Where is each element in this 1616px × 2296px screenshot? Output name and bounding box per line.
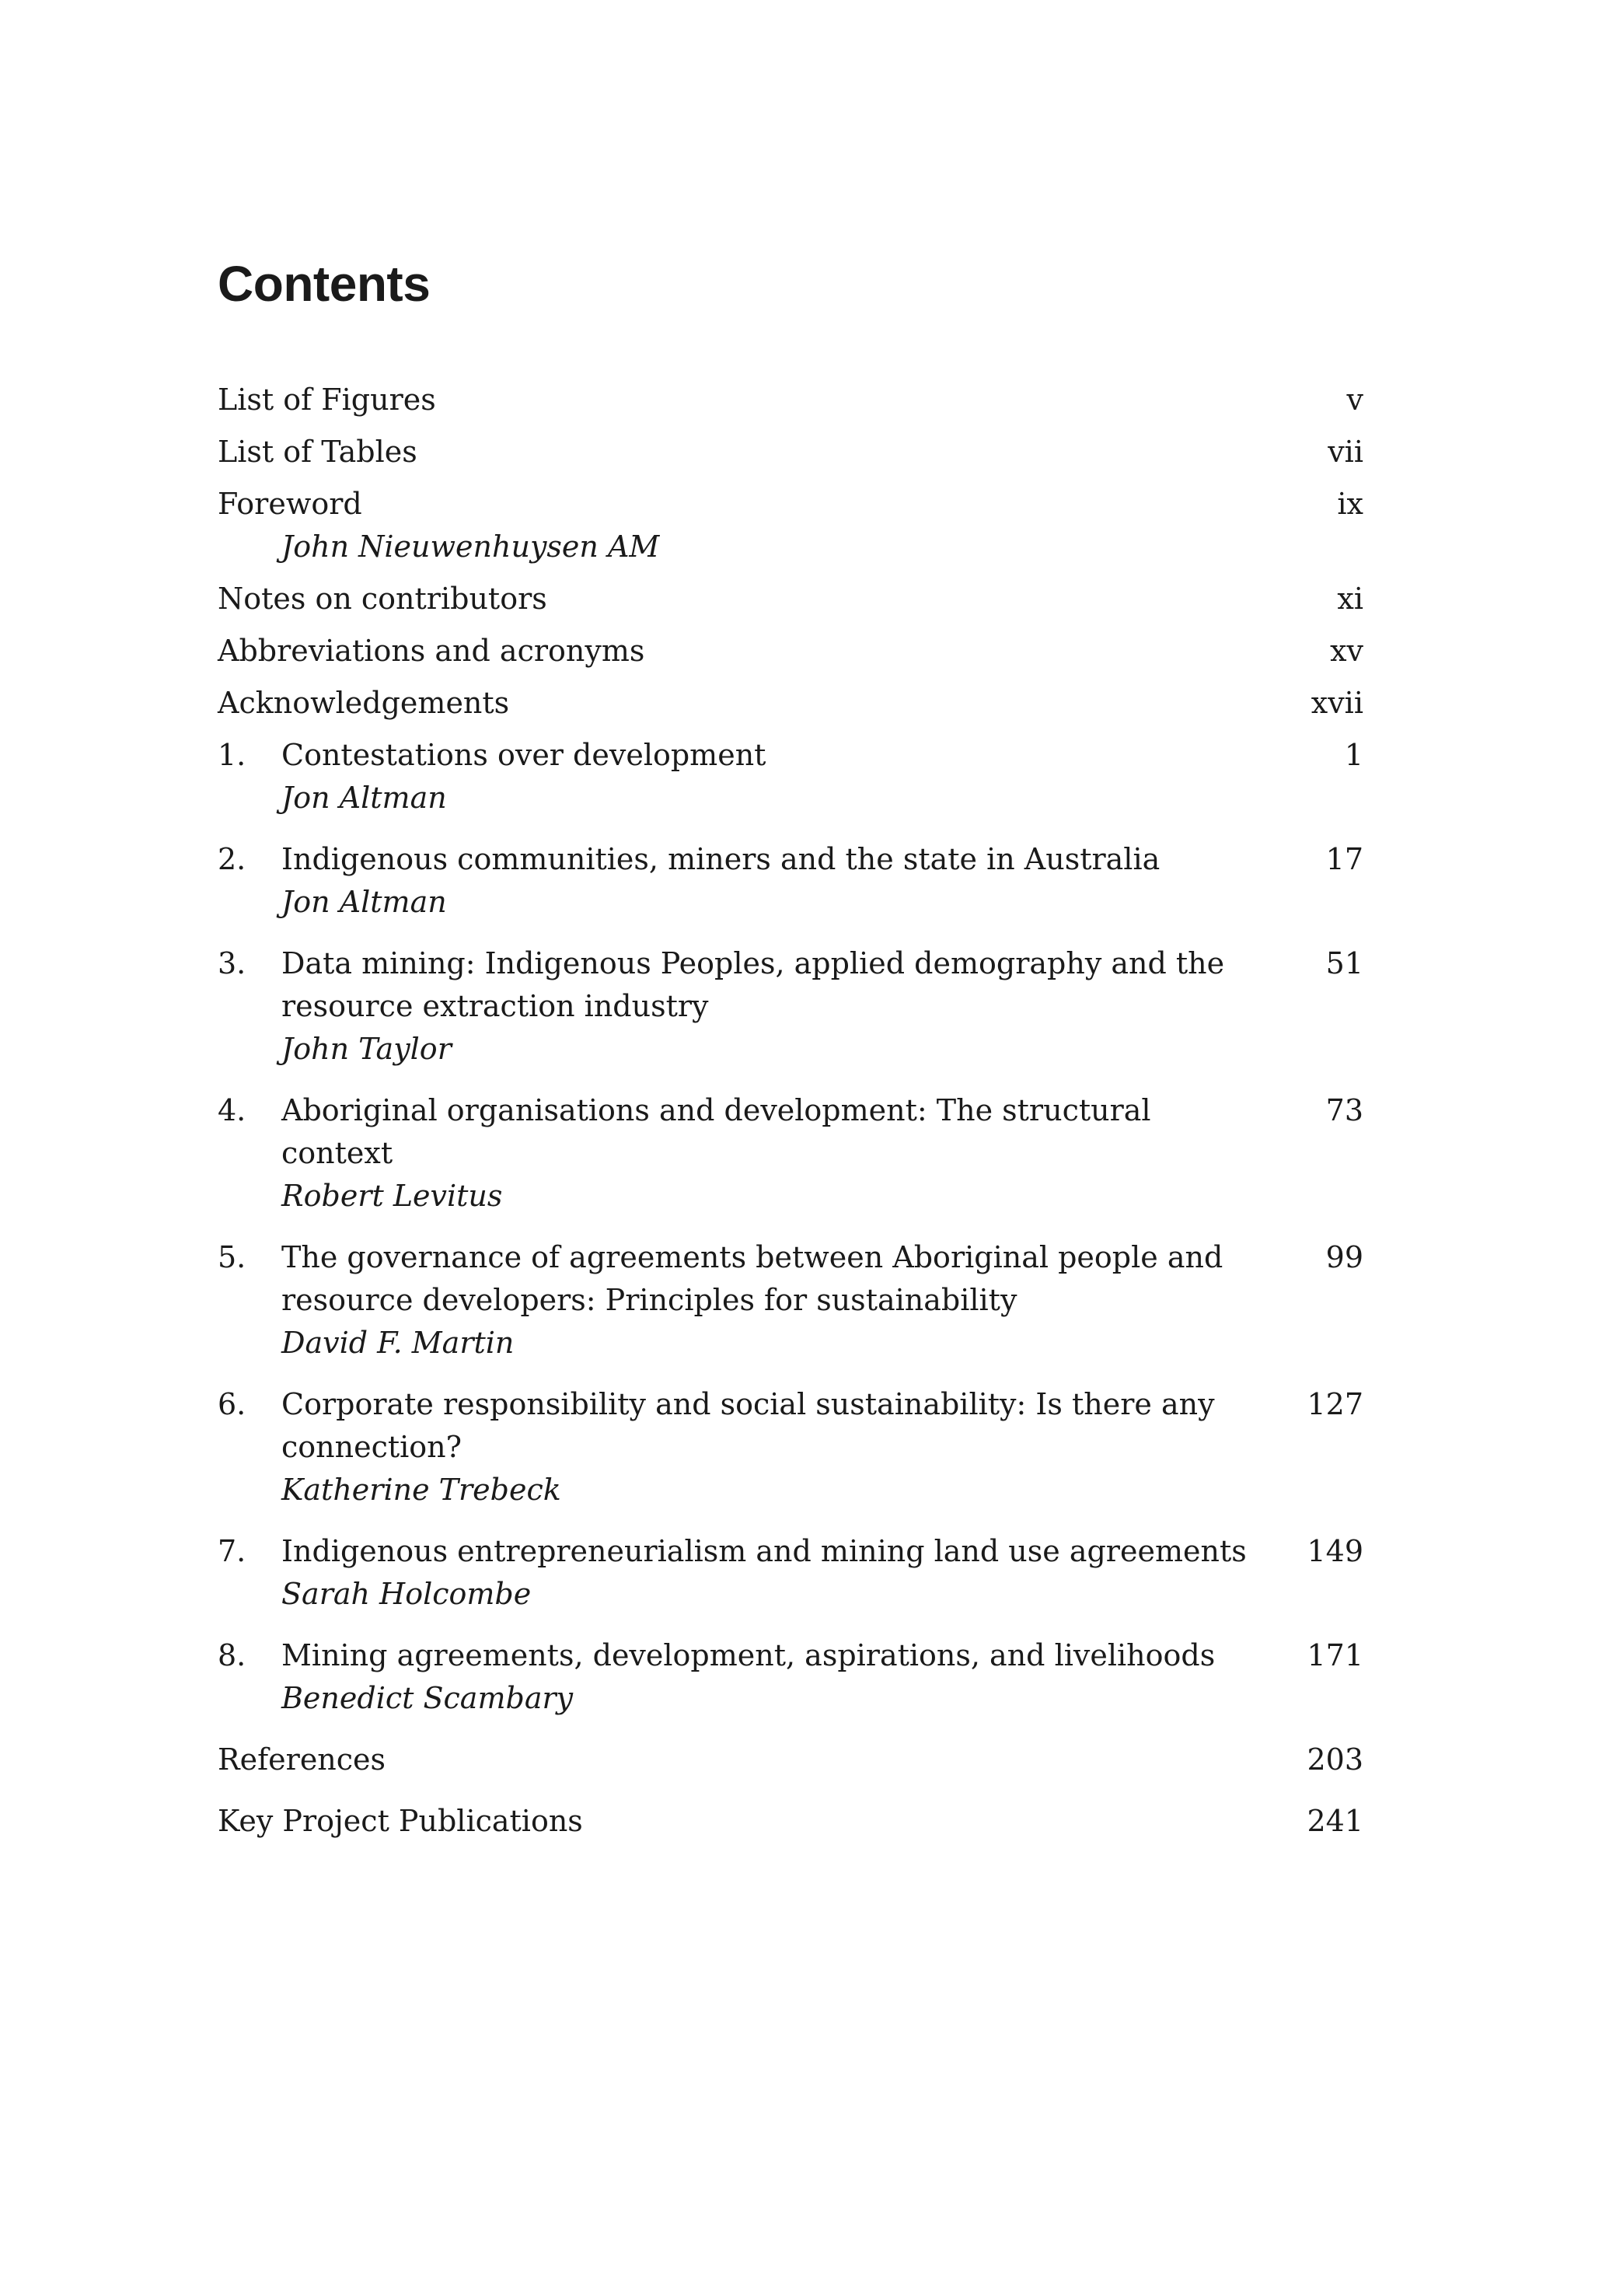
toc-entry-title: Foreword [218, 487, 362, 521]
chapter-author: Sarah Holcombe [281, 1577, 532, 1611]
toc-entry-title: Abbreviations and acronyms [218, 634, 645, 668]
chapter-page: 1 [1344, 738, 1363, 772]
chapter-number: 7. [218, 1534, 246, 1568]
chapter-author: John Taylor [281, 1032, 452, 1066]
chapter-number: 3. [218, 946, 246, 980]
chapter-title: Aboriginal organisations and development: The structural context [281, 1093, 1151, 1170]
front-matter-list [218, 379, 1363, 725]
chapter-page: 51 [1325, 946, 1363, 980]
chapter-page: 127 [1307, 1387, 1363, 1421]
toc-entry-page: xv [1330, 634, 1363, 668]
toc-entry-title: List of Tables [218, 435, 417, 469]
page-title: Contents [218, 256, 431, 312]
chapter-number: 5. [218, 1240, 246, 1274]
chapter-page: 73 [1325, 1093, 1363, 1127]
toc-entry-chapter-7[interactable] [218, 1530, 1363, 1616]
toc-entry-references[interactable] [218, 1739, 1363, 1781]
chapter-author: David F. Martin [281, 1326, 515, 1360]
toc-entry-chapter-4[interactable] [218, 1089, 1363, 1218]
toc-entry-chapter-2[interactable] [218, 838, 1363, 924]
chapter-author: Jon Altman [281, 781, 447, 815]
chapter-page: 149 [1307, 1534, 1363, 1568]
chapter-title: Corporate responsibility and social sustainability: Is there any connection? [281, 1387, 1215, 1464]
toc-entry-page: xi [1337, 582, 1363, 616]
toc-entry-title: Acknowledgements [218, 686, 510, 720]
chapter-page: 171 [1307, 1638, 1363, 1672]
chapter-title: Indigenous communities, miners and the state in Australia [281, 842, 1161, 876]
toc-entry-title: Key Project Publications [218, 1804, 583, 1838]
back-matter-list [218, 1739, 1363, 1843]
table-of-contents [218, 379, 1363, 1861]
chapter-number: 1. [218, 738, 246, 772]
toc-entry-abbreviations[interactable] [218, 630, 1363, 673]
chapter-number: 8. [218, 1638, 246, 1672]
chapter-title: Data mining: Indigenous Peoples, applied demography and the resource extraction industry [281, 946, 1225, 1023]
chapter-author: Jon Altman [281, 885, 447, 919]
toc-entry-notes-on-contributors[interactable] [218, 578, 1363, 620]
chapter-title: The governance of agreements between Aboriginal people and resource developers: Principles for sustainability [281, 1240, 1223, 1317]
toc-entry-page: xvii [1311, 686, 1363, 720]
toc-entry-page: vii [1328, 435, 1363, 469]
chapter-number: 2. [218, 842, 246, 876]
chapter-page: 17 [1325, 842, 1363, 876]
toc-entry-chapter-1[interactable] [218, 734, 1363, 820]
chapter-page: 99 [1325, 1240, 1363, 1274]
chapter-author: Benedict Scambary [281, 1681, 574, 1715]
toc-entry-foreword[interactable] [218, 483, 1363, 568]
chapter-author: Robert Levitus [281, 1179, 503, 1213]
toc-entry-key-project-publications[interactable] [218, 1800, 1363, 1843]
chapter-list [218, 734, 1363, 1720]
chapter-number: 6. [218, 1387, 246, 1421]
toc-entry-acknowledgements[interactable] [218, 682, 1363, 725]
toc-entry-title: References [218, 1742, 386, 1777]
chapter-author: Katherine Trebeck [281, 1473, 561, 1507]
toc-entry-chapter-5[interactable] [218, 1236, 1363, 1365]
toc-entry-list-of-figures[interactable] [218, 379, 1363, 421]
chapter-title: Contestations over development [281, 738, 766, 772]
toc-entry-author: John Nieuwenhuysen AM [281, 529, 660, 564]
toc-entry-title: Notes on contributors [218, 582, 547, 616]
chapter-number: 4. [218, 1093, 246, 1127]
toc-entry-page: ix [1337, 487, 1363, 521]
toc-entry-list-of-tables[interactable] [218, 431, 1363, 474]
toc-entry-page: 203 [1307, 1742, 1363, 1777]
toc-entry-page: v [1346, 383, 1363, 417]
chapter-title: Indigenous entrepreneurialism and mining land use agreements [281, 1534, 1247, 1568]
toc-entry-chapter-6[interactable] [218, 1383, 1363, 1511]
toc-entry-page: 241 [1307, 1804, 1363, 1838]
toc-entry-chapter-8[interactable] [218, 1634, 1363, 1720]
toc-entry-chapter-3[interactable] [218, 942, 1363, 1071]
chapter-title: Mining agreements, development, aspirations, and livelihoods [281, 1638, 1216, 1672]
toc-entry-title: List of Figures [218, 383, 436, 417]
